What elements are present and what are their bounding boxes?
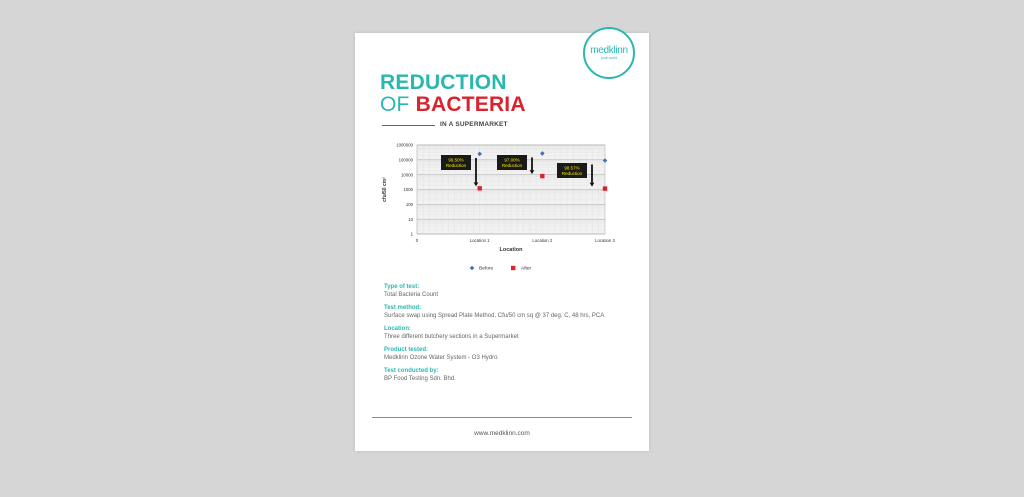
subtitle-rule [382, 125, 435, 126]
bacteria-chart [383, 141, 613, 271]
x-axis-label: Location [499, 247, 523, 253]
after-point [603, 186, 607, 190]
page-subtitle: IN A SUPERMARKET [440, 121, 508, 128]
reduction-text: Reduction [445, 163, 467, 168]
title-bacteria: BACTERIA [415, 93, 526, 116]
y-tick-label: 10000 [401, 172, 413, 178]
after-point [477, 186, 481, 190]
legend-before-marker [470, 266, 475, 271]
y-tick-label: 10 [408, 216, 413, 222]
document-page [355, 33, 649, 451]
reduction-percent: 99.50% [448, 157, 464, 163]
x-tick-label: Location 1 [469, 238, 490, 243]
y-tick-label: 1 [410, 231, 413, 237]
y-tick-label: 1000000 [396, 142, 413, 148]
x-tick-label: Location 3 [595, 238, 615, 243]
info-location-value: Three different butchery sections in a Supermarket [384, 334, 519, 340]
y-tick-label: 100000 [398, 157, 413, 163]
legend-after-marker [511, 266, 515, 270]
y-tick-label: 100 [405, 201, 413, 207]
info-conducted-label: Test conducted by: [384, 368, 439, 374]
page-title-line2 [380, 93, 526, 117]
x-tick-label: Location 2 [532, 238, 553, 243]
footer-url: www.medklinn.com [474, 430, 530, 437]
title-of: OF [380, 93, 410, 116]
info-conducted [384, 368, 634, 383]
info-location [384, 326, 634, 341]
info-product [384, 347, 634, 362]
reduction-percent: 98.57% [564, 165, 580, 171]
info-method-value: Surface swap using Spread Plate Method, Cfu/50 cm sq @ 37 deg. C, 48 hrs, PCA [384, 313, 605, 319]
info-type [384, 284, 634, 299]
y-axis-label: cfu/50 cm² [382, 177, 388, 202]
footer-rule [372, 417, 632, 418]
info-product-value: Medklinn Ozone Water System - O3 Hydro [384, 355, 498, 361]
page-title-line1: REDUCTION [380, 71, 507, 94]
legend-after-label: After [521, 266, 532, 272]
reduction-percent: 97.00% [504, 157, 520, 163]
y-tick-label: 1000 [403, 187, 413, 193]
x-tick-label: 0 [415, 238, 419, 243]
info-method [384, 305, 634, 320]
medklinn-logo [583, 27, 635, 79]
reduction-text: Reduction [501, 163, 523, 168]
info-method-label: Test method: [384, 305, 422, 311]
info-conducted-value: BP Food Testing Sdn. Bhd. [384, 376, 456, 382]
logo-tagline: pure world [600, 56, 618, 60]
after-point [540, 174, 544, 178]
test-info [384, 284, 634, 389]
reduction-text: Reduction [561, 171, 583, 176]
info-type-value: Total Bacteria Count [384, 292, 439, 298]
logo-brand: medklinn [590, 45, 628, 56]
info-type-label: Type of test: [384, 284, 420, 290]
info-location-label: Location: [384, 326, 411, 332]
info-product-label: Product tested: [384, 347, 429, 353]
legend-before-label: Before [479, 266, 494, 272]
